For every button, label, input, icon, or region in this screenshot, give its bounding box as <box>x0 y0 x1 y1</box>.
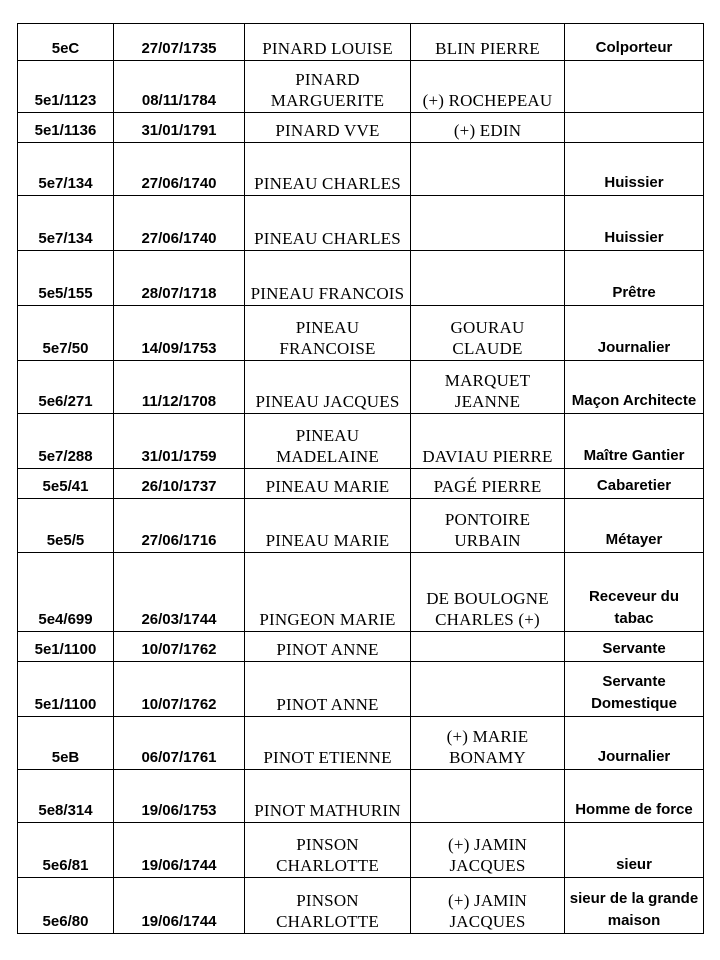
occupation: sieur de la grande maison <box>565 878 704 934</box>
spouse-name: (+) JAMIN JACQUES <box>411 878 565 934</box>
spouse-name: (+) JAMIN JACQUES <box>411 823 565 878</box>
record-code: 5e1/1123 <box>18 61 114 113</box>
table-row <box>18 143 704 196</box>
table-row <box>18 196 704 251</box>
spouse-name: GOURAU CLAUDE <box>411 306 565 361</box>
table-row <box>18 24 704 61</box>
record-date: 11/12/1708 <box>114 361 245 414</box>
person-name: PINOT ANNE <box>245 632 411 662</box>
spouse-name: (+) EDIN <box>411 113 565 143</box>
record-date: 28/07/1718 <box>114 251 245 306</box>
table-row <box>18 414 704 469</box>
table-row <box>18 469 704 499</box>
person-name: PINOT ANNE <box>245 662 411 717</box>
person-name: PINGEON MARIE <box>245 553 411 632</box>
occupation: Maçon Architecte <box>565 361 704 414</box>
occupation: Huissier <box>565 196 704 251</box>
table-row <box>18 823 704 878</box>
record-code: 5e8/314 <box>18 770 114 823</box>
person-name: PINEAU FRANCOIS <box>245 251 411 306</box>
table-row <box>18 306 704 361</box>
table-row <box>18 361 704 414</box>
table-row <box>18 770 704 823</box>
occupation: Journalier <box>565 306 704 361</box>
spouse-name: BLIN PIERRE <box>411 24 565 61</box>
table-row <box>18 251 704 306</box>
table-row <box>18 553 704 632</box>
record-code: 5e7/288 <box>18 414 114 469</box>
record-date: 31/01/1759 <box>114 414 245 469</box>
table-row <box>18 878 704 934</box>
records-table <box>17 23 704 934</box>
table-row <box>18 662 704 717</box>
record-date: 19/06/1744 <box>114 823 245 878</box>
record-code: 5e5/41 <box>18 469 114 499</box>
occupation <box>565 61 704 113</box>
record-date: 27/06/1716 <box>114 499 245 553</box>
occupation: Métayer <box>565 499 704 553</box>
record-code: 5e7/134 <box>18 143 114 196</box>
record-date: 19/06/1744 <box>114 878 245 934</box>
spouse-name <box>411 251 565 306</box>
record-code: 5e5/155 <box>18 251 114 306</box>
person-name: PINEAU CHARLES <box>245 143 411 196</box>
person-name: PINARD VVE <box>245 113 411 143</box>
record-code: 5e7/134 <box>18 196 114 251</box>
person-name: PINEAU MARIE <box>245 469 411 499</box>
record-date: 26/10/1737 <box>114 469 245 499</box>
record-date: 19/06/1753 <box>114 770 245 823</box>
occupation: Cabaretier <box>565 469 704 499</box>
occupation: Huissier <box>565 143 704 196</box>
spouse-name <box>411 632 565 662</box>
person-name: PINSON CHARLOTTE <box>245 878 411 934</box>
record-date: 06/07/1761 <box>114 717 245 770</box>
record-code: 5e6/271 <box>18 361 114 414</box>
record-date: 08/11/1784 <box>114 61 245 113</box>
record-code: 5e6/80 <box>18 878 114 934</box>
spouse-name <box>411 770 565 823</box>
record-code: 5e1/1100 <box>18 632 114 662</box>
person-name: PINEAU CHARLES <box>245 196 411 251</box>
table-row <box>18 632 704 662</box>
table-row <box>18 717 704 770</box>
spouse-name <box>411 143 565 196</box>
occupation: Colporteur <box>565 24 704 61</box>
record-code: 5eC <box>18 24 114 61</box>
record-code: 5e1/1100 <box>18 662 114 717</box>
table-row <box>18 61 704 113</box>
person-name: PINEAU MADELAINE <box>245 414 411 469</box>
spouse-name: DE BOULOGNE CHARLES (+) <box>411 553 565 632</box>
record-date: 26/03/1744 <box>114 553 245 632</box>
spouse-name: MARQUET JEANNE <box>411 361 565 414</box>
person-name: PINARD MARGUERITE <box>245 61 411 113</box>
record-date: 14/09/1753 <box>114 306 245 361</box>
record-code: 5e5/5 <box>18 499 114 553</box>
spouse-name <box>411 196 565 251</box>
record-date: 10/07/1762 <box>114 662 245 717</box>
record-date: 27/07/1735 <box>114 24 245 61</box>
record-date: 31/01/1791 <box>114 113 245 143</box>
occupation: Servante <box>565 632 704 662</box>
person-name: PINSON CHARLOTTE <box>245 823 411 878</box>
person-name: PINOT MATHURIN <box>245 770 411 823</box>
record-code: 5e4/699 <box>18 553 114 632</box>
person-name: PINOT ETIENNE <box>245 717 411 770</box>
table-row <box>18 499 704 553</box>
occupation: Servante Domestique <box>565 662 704 717</box>
occupation: sieur <box>565 823 704 878</box>
record-date: 10/07/1762 <box>114 632 245 662</box>
occupation: Receveur du tabac <box>565 553 704 632</box>
record-code: 5eB <box>18 717 114 770</box>
record-code: 5e1/1136 <box>18 113 114 143</box>
record-date: 27/06/1740 <box>114 143 245 196</box>
spouse-name: (+) ROCHEPEAU <box>411 61 565 113</box>
occupation: Prêtre <box>565 251 704 306</box>
person-name: PINEAU MARIE <box>245 499 411 553</box>
person-name: PINARD LOUISE <box>245 24 411 61</box>
spouse-name: PONTOIRE URBAIN <box>411 499 565 553</box>
record-date: 27/06/1740 <box>114 196 245 251</box>
record-code: 5e7/50 <box>18 306 114 361</box>
spouse-name <box>411 662 565 717</box>
occupation: Homme de force <box>565 770 704 823</box>
spouse-name: DAVIAU PIERRE <box>411 414 565 469</box>
person-name: PINEAU JACQUES <box>245 361 411 414</box>
record-code: 5e6/81 <box>18 823 114 878</box>
person-name: PINEAU FRANCOISE <box>245 306 411 361</box>
occupation <box>565 113 704 143</box>
occupation: Maître Gantier <box>565 414 704 469</box>
table-row <box>18 113 704 143</box>
occupation: Journalier <box>565 717 704 770</box>
spouse-name: PAGÉ PIERRE <box>411 469 565 499</box>
spouse-name: (+) MARIE BONAMY <box>411 717 565 770</box>
